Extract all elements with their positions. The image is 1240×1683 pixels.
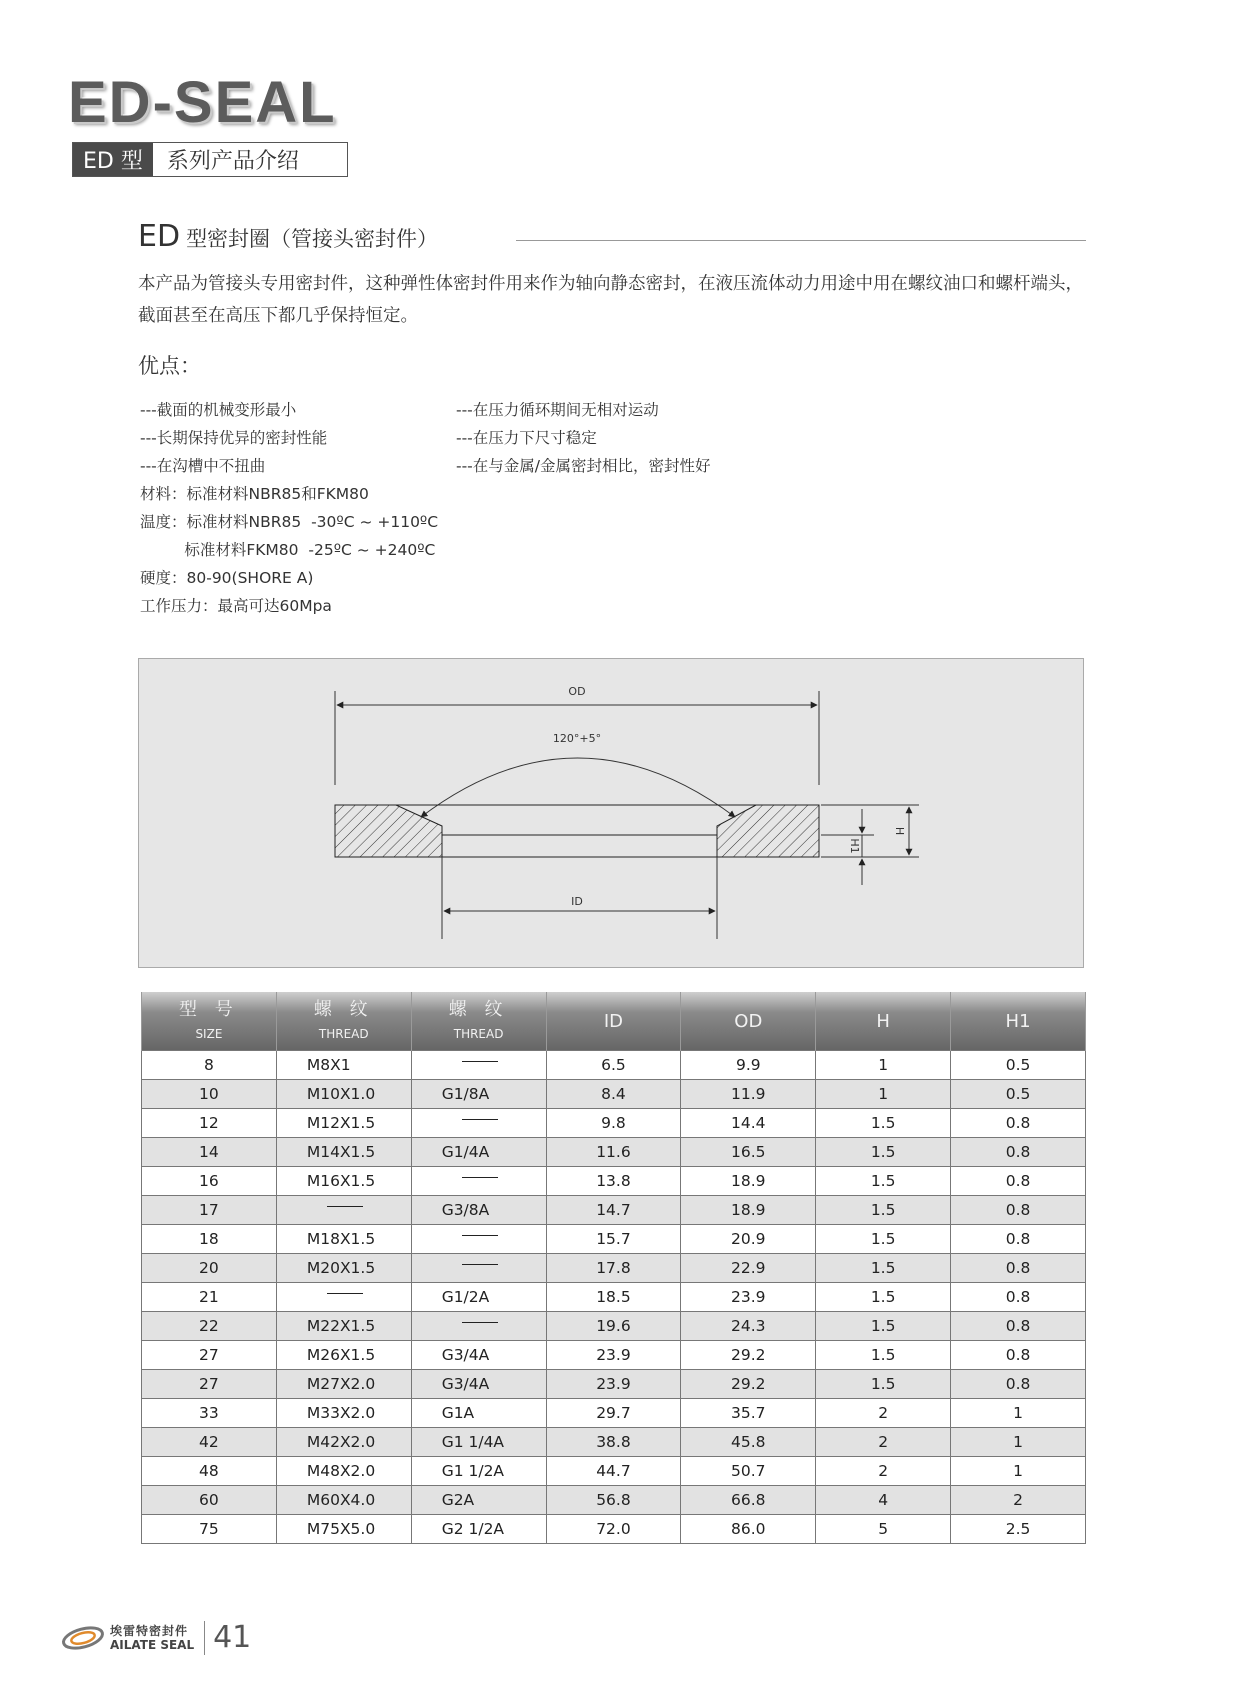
- empty-value-dash: [327, 1293, 363, 1294]
- empty-value-dash: [462, 1235, 498, 1236]
- cell-id: 17.8: [546, 1254, 681, 1283]
- cell-id: 56.8: [546, 1486, 681, 1515]
- features-block: [140, 396, 776, 620]
- id-label: ID: [571, 895, 583, 908]
- cell-h: 5: [816, 1515, 951, 1544]
- cell-size: 48: [142, 1457, 277, 1486]
- table-row: [142, 1428, 1086, 1457]
- cell-thread-metric: M12X1.5: [276, 1109, 411, 1138]
- cell-h1: 0.8: [951, 1109, 1086, 1138]
- cell-od: 18.9: [681, 1196, 816, 1225]
- cell-size: 17: [142, 1196, 277, 1225]
- empty-value-dash: [462, 1061, 498, 1062]
- cell-h1: 0.8: [951, 1225, 1086, 1254]
- cell-thread-pipe: G3/8A: [411, 1196, 546, 1225]
- company-logo-icon: [60, 1621, 106, 1655]
- cell-thread-pipe: G2A: [411, 1486, 546, 1515]
- cell-od: 18.9: [681, 1167, 816, 1196]
- header-thread-metric: 螺 纹 THREAD: [276, 992, 411, 1051]
- cell-id: 23.9: [546, 1341, 681, 1370]
- cell-thread-pipe: G1/2A: [411, 1283, 546, 1312]
- temperature-spec-2: 标准材料FKM80 -25ºC ~ +240ºC: [140, 541, 436, 559]
- cell-h: 1.5: [816, 1283, 951, 1312]
- cell-id: 19.6: [546, 1312, 681, 1341]
- feature-item: ---在压力下尺寸稳定: [456, 429, 597, 447]
- brand-logo-text: ED-SEAL: [68, 70, 337, 135]
- cell-thread-metric: M8X1: [276, 1051, 411, 1080]
- cell-thread-pipe: [411, 1167, 546, 1196]
- feature-item: ---长期保持优异的密封性能: [140, 429, 328, 447]
- cell-thread-pipe: G1 1/4A: [411, 1428, 546, 1457]
- cell-thread-pipe: [411, 1109, 546, 1138]
- cell-h: 1: [816, 1051, 951, 1080]
- cell-h: 1.5: [816, 1109, 951, 1138]
- cell-thread-pipe: [411, 1254, 546, 1283]
- table-row: [142, 1051, 1086, 1080]
- cell-h: 2: [816, 1399, 951, 1428]
- temperature-spec-1: 温度：标准材料NBR85 -30ºC ~ +110ºC: [140, 513, 439, 531]
- empty-value-dash: [462, 1119, 498, 1120]
- cell-size: 20: [142, 1254, 277, 1283]
- company-name-en: AILATE SEAL: [110, 1637, 195, 1652]
- cell-od: 22.9: [681, 1254, 816, 1283]
- footer-divider: [204, 1621, 205, 1655]
- cell-size: 18: [142, 1225, 277, 1254]
- empty-value-dash: [462, 1264, 498, 1265]
- cell-h1: 1: [951, 1428, 1086, 1457]
- cell-thread-metric: M20X1.5: [276, 1254, 411, 1283]
- company-name-cn: 埃雷特密封件: [110, 1623, 189, 1638]
- cell-size: 10: [142, 1080, 277, 1109]
- table-row: [142, 1080, 1086, 1109]
- header-h1: H1: [951, 992, 1086, 1051]
- section-divider: [516, 240, 1086, 241]
- cell-h1: 0.8: [951, 1254, 1086, 1283]
- cell-h1: 0.5: [951, 1051, 1086, 1080]
- cell-thread-metric: M33X2.0: [276, 1399, 411, 1428]
- cell-id: 14.7: [546, 1196, 681, 1225]
- type-label: ED 型: [73, 143, 153, 176]
- cell-thread-pipe: G3/4A: [411, 1370, 546, 1399]
- cell-od: 14.4: [681, 1109, 816, 1138]
- cell-h: 2: [816, 1457, 951, 1486]
- cell-id: 9.8: [546, 1109, 681, 1138]
- cell-size: 22: [142, 1312, 277, 1341]
- cell-h1: 1: [951, 1399, 1086, 1428]
- h-label: H: [893, 826, 906, 836]
- angle-label: 120°+5°: [552, 732, 602, 745]
- section-title: [138, 219, 438, 254]
- cell-id: 18.5: [546, 1283, 681, 1312]
- cell-od: 66.8: [681, 1486, 816, 1515]
- pressure-spec: 工作压力：最高可达60Mpa: [140, 597, 332, 615]
- section-title-rest: 型密封圈（管接头密封件）: [186, 227, 439, 251]
- cell-h: 1.5: [816, 1254, 951, 1283]
- cell-h1: 0.8: [951, 1167, 1086, 1196]
- series-label: 系列产品介绍: [153, 143, 313, 176]
- header-id: ID: [546, 992, 681, 1051]
- cell-thread-pipe: G3/4A: [411, 1341, 546, 1370]
- cell-thread-metric: M27X2.0: [276, 1370, 411, 1399]
- cell-id: 8.4: [546, 1080, 681, 1109]
- diagram-drawing: [139, 659, 1083, 967]
- table-row: [142, 1283, 1086, 1312]
- cell-h: 1.5: [816, 1225, 951, 1254]
- seal-section-right: [717, 805, 819, 857]
- cell-size: 60: [142, 1486, 277, 1515]
- cell-size: 27: [142, 1370, 277, 1399]
- cell-id: 72.0: [546, 1515, 681, 1544]
- dimension-table: [141, 992, 1086, 1544]
- cell-h: 1.5: [816, 1167, 951, 1196]
- cell-h: 2: [816, 1428, 951, 1457]
- cell-thread-pipe: G1/4A: [411, 1138, 546, 1167]
- table-row: [142, 1167, 1086, 1196]
- header-h: H: [816, 992, 951, 1051]
- cell-od: 20.9: [681, 1225, 816, 1254]
- cell-thread-metric: M26X1.5: [276, 1341, 411, 1370]
- cell-h1: 1: [951, 1457, 1086, 1486]
- table-row: [142, 1138, 1086, 1167]
- material-spec: 材料：标准材料NBR85和FKM80: [140, 485, 369, 503]
- company-name: [110, 1625, 194, 1651]
- cell-size: 33: [142, 1399, 277, 1428]
- cell-id: 15.7: [546, 1225, 681, 1254]
- cell-od: 50.7: [681, 1457, 816, 1486]
- cell-id: 38.8: [546, 1428, 681, 1457]
- table-row: [142, 1370, 1086, 1399]
- table-row: [142, 1254, 1086, 1283]
- table-row: [142, 1399, 1086, 1428]
- cell-thread-pipe: G1A: [411, 1399, 546, 1428]
- feature-item: ---在与金属/金属密封相比，密封性好: [456, 457, 711, 475]
- cell-h1: 2: [951, 1486, 1086, 1515]
- cell-od: 45.8: [681, 1428, 816, 1457]
- cell-h1: 0.8: [951, 1370, 1086, 1399]
- hardness-spec: 硬度：80-90(SHORE A): [140, 569, 314, 587]
- cell-od: 35.7: [681, 1399, 816, 1428]
- cell-thread-pipe: [411, 1312, 546, 1341]
- feature-item: ---截面的机械变形最小: [140, 401, 297, 419]
- series-banner: [72, 142, 348, 177]
- table-header-row: [142, 992, 1086, 1051]
- cell-thread-metric: M22X1.5: [276, 1312, 411, 1341]
- cell-size: 75: [142, 1515, 277, 1544]
- cell-id: 29.7: [546, 1399, 681, 1428]
- cell-thread-metric: M10X1.0: [276, 1080, 411, 1109]
- cell-od: 23.9: [681, 1283, 816, 1312]
- cell-h: 4: [816, 1486, 951, 1515]
- cell-thread-metric: M42X2.0: [276, 1428, 411, 1457]
- angle-arc: [421, 758, 735, 817]
- h1-label: H1: [848, 838, 861, 854]
- cell-thread-metric: [276, 1283, 411, 1312]
- cell-thread-metric: M48X2.0: [276, 1457, 411, 1486]
- header-od: OD: [681, 992, 816, 1051]
- cell-size: 12: [142, 1109, 277, 1138]
- table-row: [142, 1225, 1086, 1254]
- table-row: [142, 1457, 1086, 1486]
- cell-size: 42: [142, 1428, 277, 1457]
- cell-thread-metric: M60X4.0: [276, 1486, 411, 1515]
- cell-h1: 2.5: [951, 1515, 1086, 1544]
- cell-h1: 0.8: [951, 1312, 1086, 1341]
- advantages-heading: 优点：: [138, 354, 201, 378]
- cell-thread-pipe: G2 1/2A: [411, 1515, 546, 1544]
- header-size: 型 号 SIZE: [142, 992, 277, 1051]
- page-footer: [60, 1620, 251, 1655]
- cell-id: 6.5: [546, 1051, 681, 1080]
- cell-id: 11.6: [546, 1138, 681, 1167]
- page-number: 41: [213, 1620, 252, 1655]
- cell-od: 11.9: [681, 1080, 816, 1109]
- seal-cross-section-diagram: [138, 658, 1084, 968]
- table-row: [142, 1109, 1086, 1138]
- cell-h: 1: [816, 1080, 951, 1109]
- table-row: [142, 1196, 1086, 1225]
- section-title-prefix: ED: [138, 219, 181, 254]
- cell-size: 21: [142, 1283, 277, 1312]
- cell-h: 1.5: [816, 1138, 951, 1167]
- header-thread-pipe: 螺 纹 THREAD: [411, 992, 546, 1051]
- intro-paragraph: 本产品为管接头专用密封件，这种弹性体密封件用来作为轴向静态密封，在液压流体动力用途中用在螺纹油口和螺杆端头，截面甚至在高压下都几乎保持恒定。: [138, 274, 1083, 326]
- features-grid: [140, 396, 776, 480]
- cell-size: 27: [142, 1341, 277, 1370]
- cell-od: 86.0: [681, 1515, 816, 1544]
- cell-thread-pipe: G1 1/2A: [411, 1457, 546, 1486]
- cell-size: 14: [142, 1138, 277, 1167]
- cell-thread-pipe: [411, 1225, 546, 1254]
- cell-thread-metric: M75X5.0: [276, 1515, 411, 1544]
- cell-h1: 0.8: [951, 1196, 1086, 1225]
- table-row: [142, 1486, 1086, 1515]
- cell-h: 1.5: [816, 1312, 951, 1341]
- empty-value-dash: [462, 1177, 498, 1178]
- cell-od: 24.3: [681, 1312, 816, 1341]
- cell-thread-pipe: [411, 1051, 546, 1080]
- table-row: [142, 1341, 1086, 1370]
- cell-h1: 0.8: [951, 1341, 1086, 1370]
- cell-thread-metric: [276, 1196, 411, 1225]
- empty-value-dash: [462, 1322, 498, 1323]
- cell-id: 23.9: [546, 1370, 681, 1399]
- cell-h1: 0.5: [951, 1080, 1086, 1109]
- cell-od: 9.9: [681, 1051, 816, 1080]
- cell-thread-metric: M18X1.5: [276, 1225, 411, 1254]
- feature-item: ---在压力循环期间无相对运动: [456, 401, 659, 419]
- cell-thread-metric: M16X1.5: [276, 1167, 411, 1196]
- table-row: [142, 1515, 1086, 1544]
- table-row: [142, 1312, 1086, 1341]
- cell-size: 16: [142, 1167, 277, 1196]
- feature-item: ---在沟槽中不扭曲: [140, 457, 266, 475]
- cell-h1: 0.8: [951, 1138, 1086, 1167]
- cell-id: 13.8: [546, 1167, 681, 1196]
- empty-value-dash: [327, 1206, 363, 1207]
- od-label: OD: [568, 685, 586, 698]
- cell-thread-metric: M14X1.5: [276, 1138, 411, 1167]
- cell-h: 1.5: [816, 1341, 951, 1370]
- cell-thread-pipe: G1/8A: [411, 1080, 546, 1109]
- cell-id: 44.7: [546, 1457, 681, 1486]
- cell-size: 8: [142, 1051, 277, 1080]
- cell-od: 29.2: [681, 1370, 816, 1399]
- cell-h1: 0.8: [951, 1283, 1086, 1312]
- cell-h: 1.5: [816, 1370, 951, 1399]
- cell-h: 1.5: [816, 1196, 951, 1225]
- cell-od: 29.2: [681, 1341, 816, 1370]
- cell-od: 16.5: [681, 1138, 816, 1167]
